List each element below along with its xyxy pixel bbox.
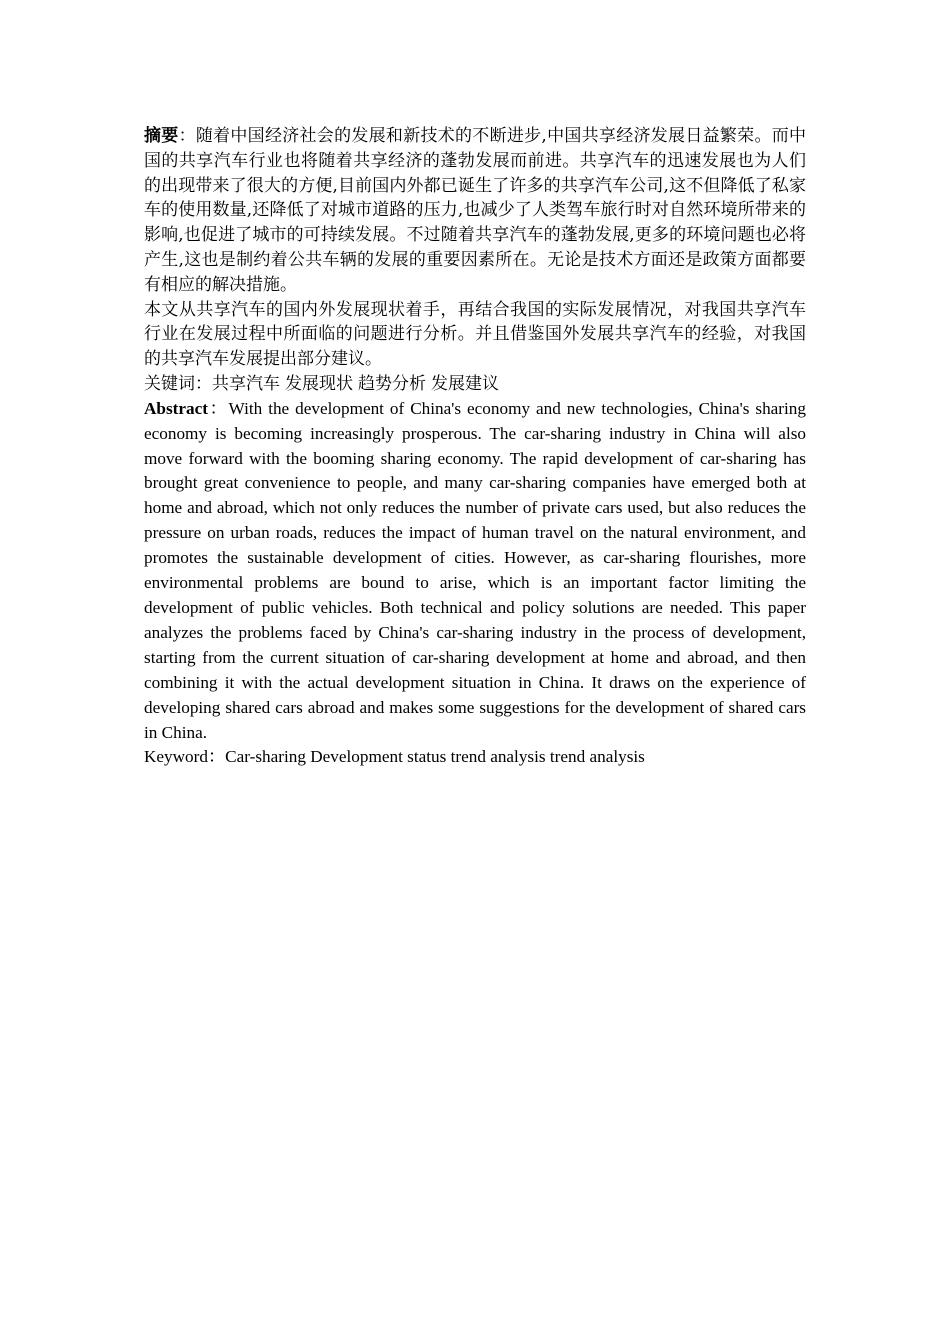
chinese-abstract-paragraph-2: 本文从共享汽车的国内外发展现状着手，再结合我国的实际发展情况，对我国共享汽车行业在发展过程中所面临的问题进行分析。并且借鉴国外发展共享汽车的经验，对我国的共享汽车发展提出部分建议。 [144, 299, 806, 370]
chinese-keyword: 趋势分析 [358, 373, 426, 394]
english-keywords-separator: ： [207, 747, 226, 767]
english-abstract-separator: ： [207, 398, 229, 418]
document-page [144, 124, 806, 770]
chinese-keywords-label: 关键词： [144, 373, 212, 394]
chinese-abstract-paragraph [144, 124, 806, 298]
english-abstract-text: With the development of China's economy and new technologies, China's sharing economy is becoming increasingly prosperous. The car-sharing industry in China will also move forward with the booming sharing economy. The rapid development of car-sharing has brought great convenience to people, and many car-sharing companies have emerged both at home and abroad, which not only reduces the number of private cars used, but also reduces the pressure on urban roads, reduces the impact of human travel on the natural environment, and promotes the sustainable development of cities. However, as car-sharing flourishes, more environmental problems are bound to arise, which is an important factor limiting the development of public vehicles. Both technical and policy solutions are needed. This paper analyzes the problems faced by China's car-sharing industry in the process of development, starting from the current situation of car-sharing development at home and abroad, and then combining it with the actual development situation in China. It draws on the experience of developing shared cars abroad and makes some suggestions for the development of shared cars in China. [144, 398, 806, 742]
english-keywords-line [144, 745, 806, 770]
chinese-keywords-line [144, 372, 806, 397]
chinese-abstract-label: 摘要 [144, 126, 179, 146]
chinese-keyword: 发展建议 [431, 373, 499, 394]
english-keywords-label: Keyword [144, 747, 208, 767]
chinese-keyword: 共享汽车 [212, 373, 280, 394]
english-abstract-label: Abstract [144, 398, 208, 418]
english-abstract-paragraph [144, 397, 806, 746]
chinese-abstract-text: 随着中国经济社会的发展和新技术的不断进步,中国共享经济发展日益繁荣。而中国的共享汽车行业也将随着共享经济的蓬勃发展而前进。共享汽车的迅速发展也为人们的出现带来了很大的方便,目前国内外都已诞生了许多的共享汽车公司,这不但降低了私家车的使用数量,还降低了对城市道路的压力,也减少了人类驾车旅行时对自然环境所带来的影响,也促进了城市的可持续发展。不过随着共享汽车的蓬勃发展,更多的环境问题也必将产生,这也是制约着公共车辆的发展的重要因素所在。无论是技术方面还是政策方面都要有相应的解决措施。 [144, 126, 807, 295]
chinese-keyword: 发展现状 [285, 373, 353, 394]
english-keywords-text: Car-sharing Development status trend analysis trend analysis [225, 747, 645, 767]
chinese-abstract-separator: ： [178, 126, 196, 146]
